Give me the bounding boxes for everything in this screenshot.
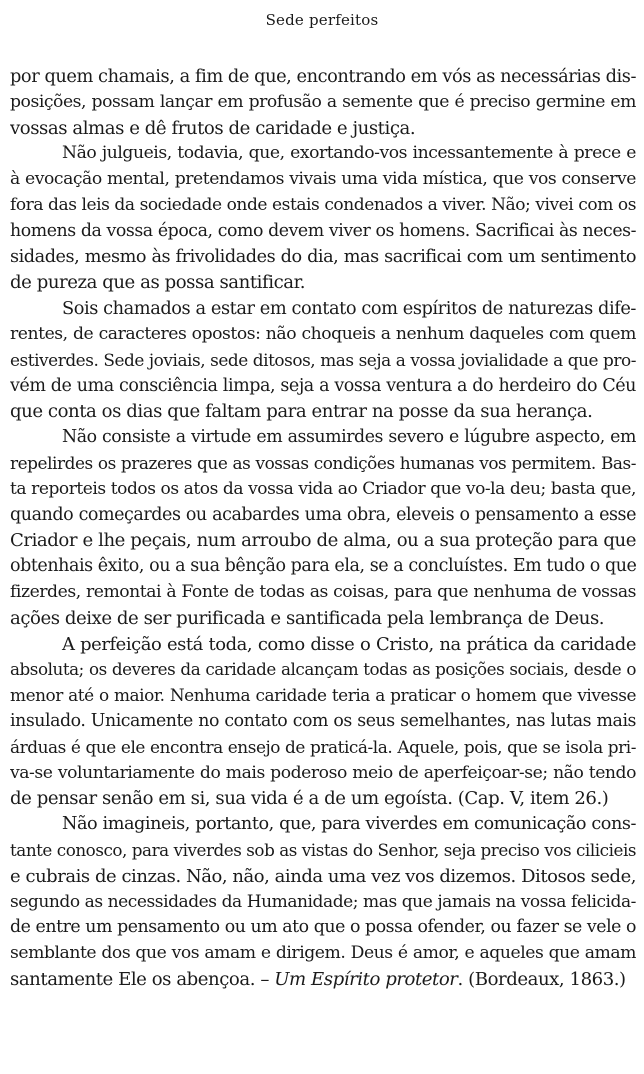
text-line: menor até o maior. Nenhuma caridade teria a praticar o homem que vivesse (10, 685, 636, 706)
text-line: repelirdes os prazeres que as vossas condições humanas vos permitem. Bas- (10, 452, 636, 473)
text-line: vossas almas e dê frutos de caridade e justiça. (10, 117, 416, 139)
paragraph-1 (10, 64, 636, 141)
closing-line (10, 967, 636, 993)
text-line: Não consiste a virtude em assumirdes severo e lúgubre aspecto, em (62, 427, 636, 448)
text-line: por quem chamais, a fim de que, encontrando em vós as necessárias dis- (10, 66, 636, 87)
signature: Um Espírito protetor (274, 968, 458, 990)
text-line: ações deixe de ser purificada e santificada pela lembrança de Deus. (10, 607, 605, 629)
text-line: árduas é que ele encontra ensejo de praticá-la. Aquele, pois, que se isola pri- (10, 736, 636, 757)
text-line: homens da vossa época, como devem viver os homens. Sacrificai às neces- (10, 220, 636, 241)
text-line: estiverdes. Sede joviais, sede ditosos, mas seja a vossa jovialidade a que pro- (10, 349, 636, 370)
paragraph-5 (10, 632, 636, 813)
text-line: va-se voluntariamente do mais poderoso meio de aperfeiçoar-se; não tendo (10, 762, 636, 783)
text-line: Sois chamados a estar em contato com espíritos de naturezas dife- (62, 298, 636, 320)
text-line: e cubrais de cinzas. Não, não, ainda uma vez vos dizemos. Ditosos sede, (10, 865, 636, 887)
page-body (10, 64, 636, 993)
closing-text: santamente Ele os abençoa. – (10, 968, 275, 990)
text-line: insulado. Unicamente no contato com os seus semelhantes, nas lutas mais (10, 710, 636, 731)
paragraph-6 (10, 812, 636, 993)
text-line: A perfeição está toda, como disse o Cristo, na prática da caridade (62, 633, 636, 655)
text-line: ta reporteis todos os atos da vossa vida ao Criador que vo-la deu; basta que, (10, 478, 636, 499)
text-line: que conta os dias que faltam para entrar na posse da sua herança. (10, 401, 593, 423)
text-line: tante conosco, para viverdes sob as vistas do Senhor, seja preciso vos cilicieis (10, 839, 636, 860)
text-line: de pensar senão em si, sua vida é a de um egoísta. (Cap. V, item 26.) (10, 788, 609, 810)
running-header: Sede perfeitos (265, 11, 379, 29)
text-line: posições, possam lançar em profusão a semente que é preciso germine em (10, 91, 636, 112)
text-line: rentes, de caracteres opostos: não choqueis a nenhum daqueles com quem (10, 323, 636, 344)
text-line: fizerdes, remontai à Fonte de todas as coisas, para que nenhuma de vossas (10, 581, 636, 602)
text-line: absoluta; os deveres da caridade alcançam todas as posições sociais, desde o (10, 659, 636, 680)
paragraph-3 (10, 296, 636, 425)
paragraph-2 (10, 141, 636, 296)
text-line: segundo as necessidades da Humanidade; mas que jamais na vossa felicida- (10, 891, 636, 912)
text-line: Não julgueis, todavia, que, exortando-vos incessantemente à prece e (62, 143, 636, 164)
paragraph-4 (10, 425, 636, 631)
text-line: Criador e lhe peçais, num arroubo de alma, ou a sua proteção para que (10, 530, 636, 552)
text-line: semblante dos que vos amam e dirigem. Deus é amor, e aqueles que amam (10, 943, 636, 964)
text-line: obtenhais êxito, ou a sua bênção para ela, se a concluístes. Em tudo o que (10, 556, 636, 577)
text-line: à evocação mental, pretendamos vivais uma vida mística, que vos conserve (10, 169, 636, 190)
text-line: sidades, mesmo às frivolidades do dia, mas sacrificai com um sentimento (10, 246, 636, 267)
source-citation: . (Bordeaux, 1863.) (457, 968, 626, 990)
text-line: de pureza que as possa santificar. (10, 272, 306, 294)
text-line: fora das leis da sociedade onde estais condenados a viver. Não; vivei com os (10, 194, 636, 215)
text-line: quando começardes ou acabardes uma obra, eleveis o pensamento a esse (10, 504, 636, 525)
text-line: vém de uma consciência limpa, seja a vossa ventura a do herdeiro do Céu (10, 375, 636, 396)
text-line: Não imagineis, portanto, que, para viverdes em comunicação cons- (62, 814, 636, 835)
text-line: de entre um pensamento ou um ato que o possa ofender, ou fazer se vele o (10, 917, 636, 938)
